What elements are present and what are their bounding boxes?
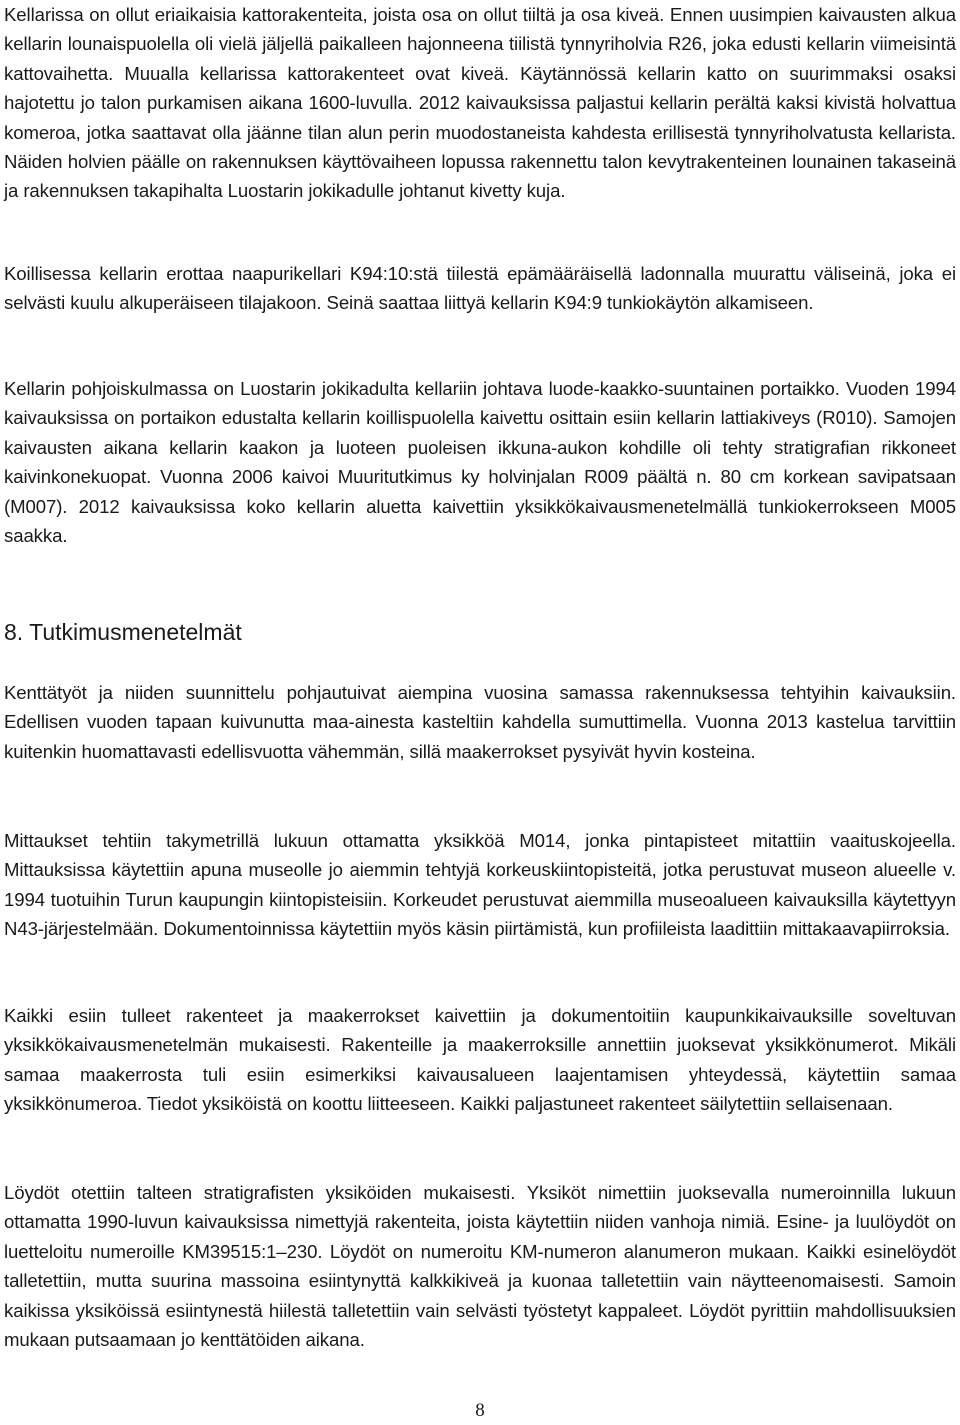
paragraph-cellar-roof: Kellarissa on ollut eriaikaisia kattorakenteita, joista osa on ollut tiiltä ja osa kiveä. Ennen uusimpien kaivausten alkua kellarin lounaispuolella oli vielä jäljellä paikalleen hajonneena tiilistä tynnyriholvia R26, joka edusti kellarin viimeisintä kattovaihetta. Muualla kellarissa kattorakenteet ovat kiveä. Käytännössä kellarin katto on suurimmaksi osaksi hajotettu jo talon purkamisen aikana 1600-luvulla. 2012 kaivauksissa paljastui kellarin perältä kaksi kivistä holvattua komeroa, jotka saattavat olla jäänne tilan alun perin muodostaneista kahdesta erillisestä tynnyriholvatusta kellarista. Näiden holvien päälle on rakennuksen käyttövaiheen lopussa rakennettu talon kevytrakenteinen lounainen takaseinä ja rakennuksen takapihalta Luostarin jokikadulle johtanut kivetty kuja.: [4, 4, 956, 202]
paragraph-staircase: Kellarin pohjoiskulmassa on Luostarin jokikadulta kellariin johtava luode-kaakko-suuntainen portaikko. Vuoden 1994 kaivauksissa on portaikon edustalta kellarin koillispuolella kaivettu osittain esiin kellarin lattiakiveys (R010). Samojen kaivausten aikana kellarin kaakon ja luoteen puoleisen ikkuna-aukon kohdille oli tehty stratigrafian rikkoneet kaivinkonekuopat. Vuonna 2006 kaivoi Muuritutkimus ky holvinjalan R009 päältä n. 80 cm korkean savipatsaan (M007). 2012 kaivauksissa koko kellarin aluetta kaivettiin yksikkökaivausmenetelmällä tunkiokerrokseen M005 saakka.: [4, 378, 956, 547]
paragraph-finds: Löydöt otettiin talteen stratigrafisten yksiköiden mukaisesti. Yksiköt nimettiin juoksevalla numeroinnilla lukuun ottamatta 1990-luvun kaivauksissa nimettyjä rakenteita, joista käytettiin niiden vanhoja nimiä. Esine- ja luulöydöt on luetteloitu numeroille KM39515:1–230. Löydöt on numeroitu KM-numeron alanumeron mukaan. Kaikki esinelöydöt talletettiin, mutta suurina massoina esiintynyttä kalkkikiveä ja kuonaa talletettiin vain näytteenomaisesti. Samoin kaikissa yksiköissä esiintynestä hiilestä talletettiin vain selvästi työstetyt kappaleet. Löydöt pyrittiin mahdollisuuksien mukaan putsaamaan jo kenttätöiden aikana.: [4, 1182, 956, 1351]
paragraph-measurements: Mittaukset tehtiin takymetrillä lukuun ottamatta yksikköä M014, jonka pintapisteet mitattiin vaaituskojeella. Mittauksissa käytettiin apuna museolle jo aiemmin tehtyjä korkeuskiintopisteitä, jotka perustuvat museon alueelle v. 1994 tuotuihin Turun kaupungin kiintopisteisiin. Korkeudet perustuvat aiemmilla museoalueen kaivauksilla käytettyyn N43-järjestelmään. Dokumentoinnissa käytettiin myös käsin piirtämistä, kun profiileista laadittiin mittakaavapiirroksia.: [4, 830, 956, 940]
paragraph-documentation: Kaikki esiin tulleet rakenteet ja maakerrokset kaivettiin ja dokumentoitiin kaupunkikaivauksille soveltuvan yksikkökaivausmenetelmän mukaisesti. Rakenteille ja maakerroksille annettiin juoksevat yksikkönumerot. Mikäli samaa maakerrosta tuli esiin esimerkiksi kaivausalueen laajentamisen yhteydessä, käytettiin samaa yksikkönumeroa. Tiedot yksiköistä on koottu liitteeseen. Kaikki paljastuneet rakenteet säilytettiin sellaisenaan.: [4, 1005, 956, 1115]
section-heading: 8. Tutkimusmenetelmät: [4, 619, 242, 645]
paragraph-fieldwork: Kenttätyöt ja niiden suunnittelu pohjautuivat aiempina vuosina samassa rakennuksessa tehtyihin kaivauksiin. Edellisen vuoden tapaan kuivunutta maa-ainesta kasteltiin kahdella sumuttimella. Vuonna 2013 kastelua tarvittiin kuitenkin huomattavasti edellisvuotta vähemmän, sillä maakerrokset pysyivät hyvin kosteina.: [4, 682, 956, 762]
paragraph-partition-wall: Koillisessa kellarin erottaa naapurikellari K94:10:stä tiilestä epämääräisellä ladonnalla muurattu väliseinä, joka ei selvästi kuulu alkuperäiseen tilajakoon. Seinä saattaa liittyä kellarin K94:9 tunkiokäytön alkamiseen.: [4, 263, 956, 314]
page-number: 8: [475, 1400, 485, 1421]
